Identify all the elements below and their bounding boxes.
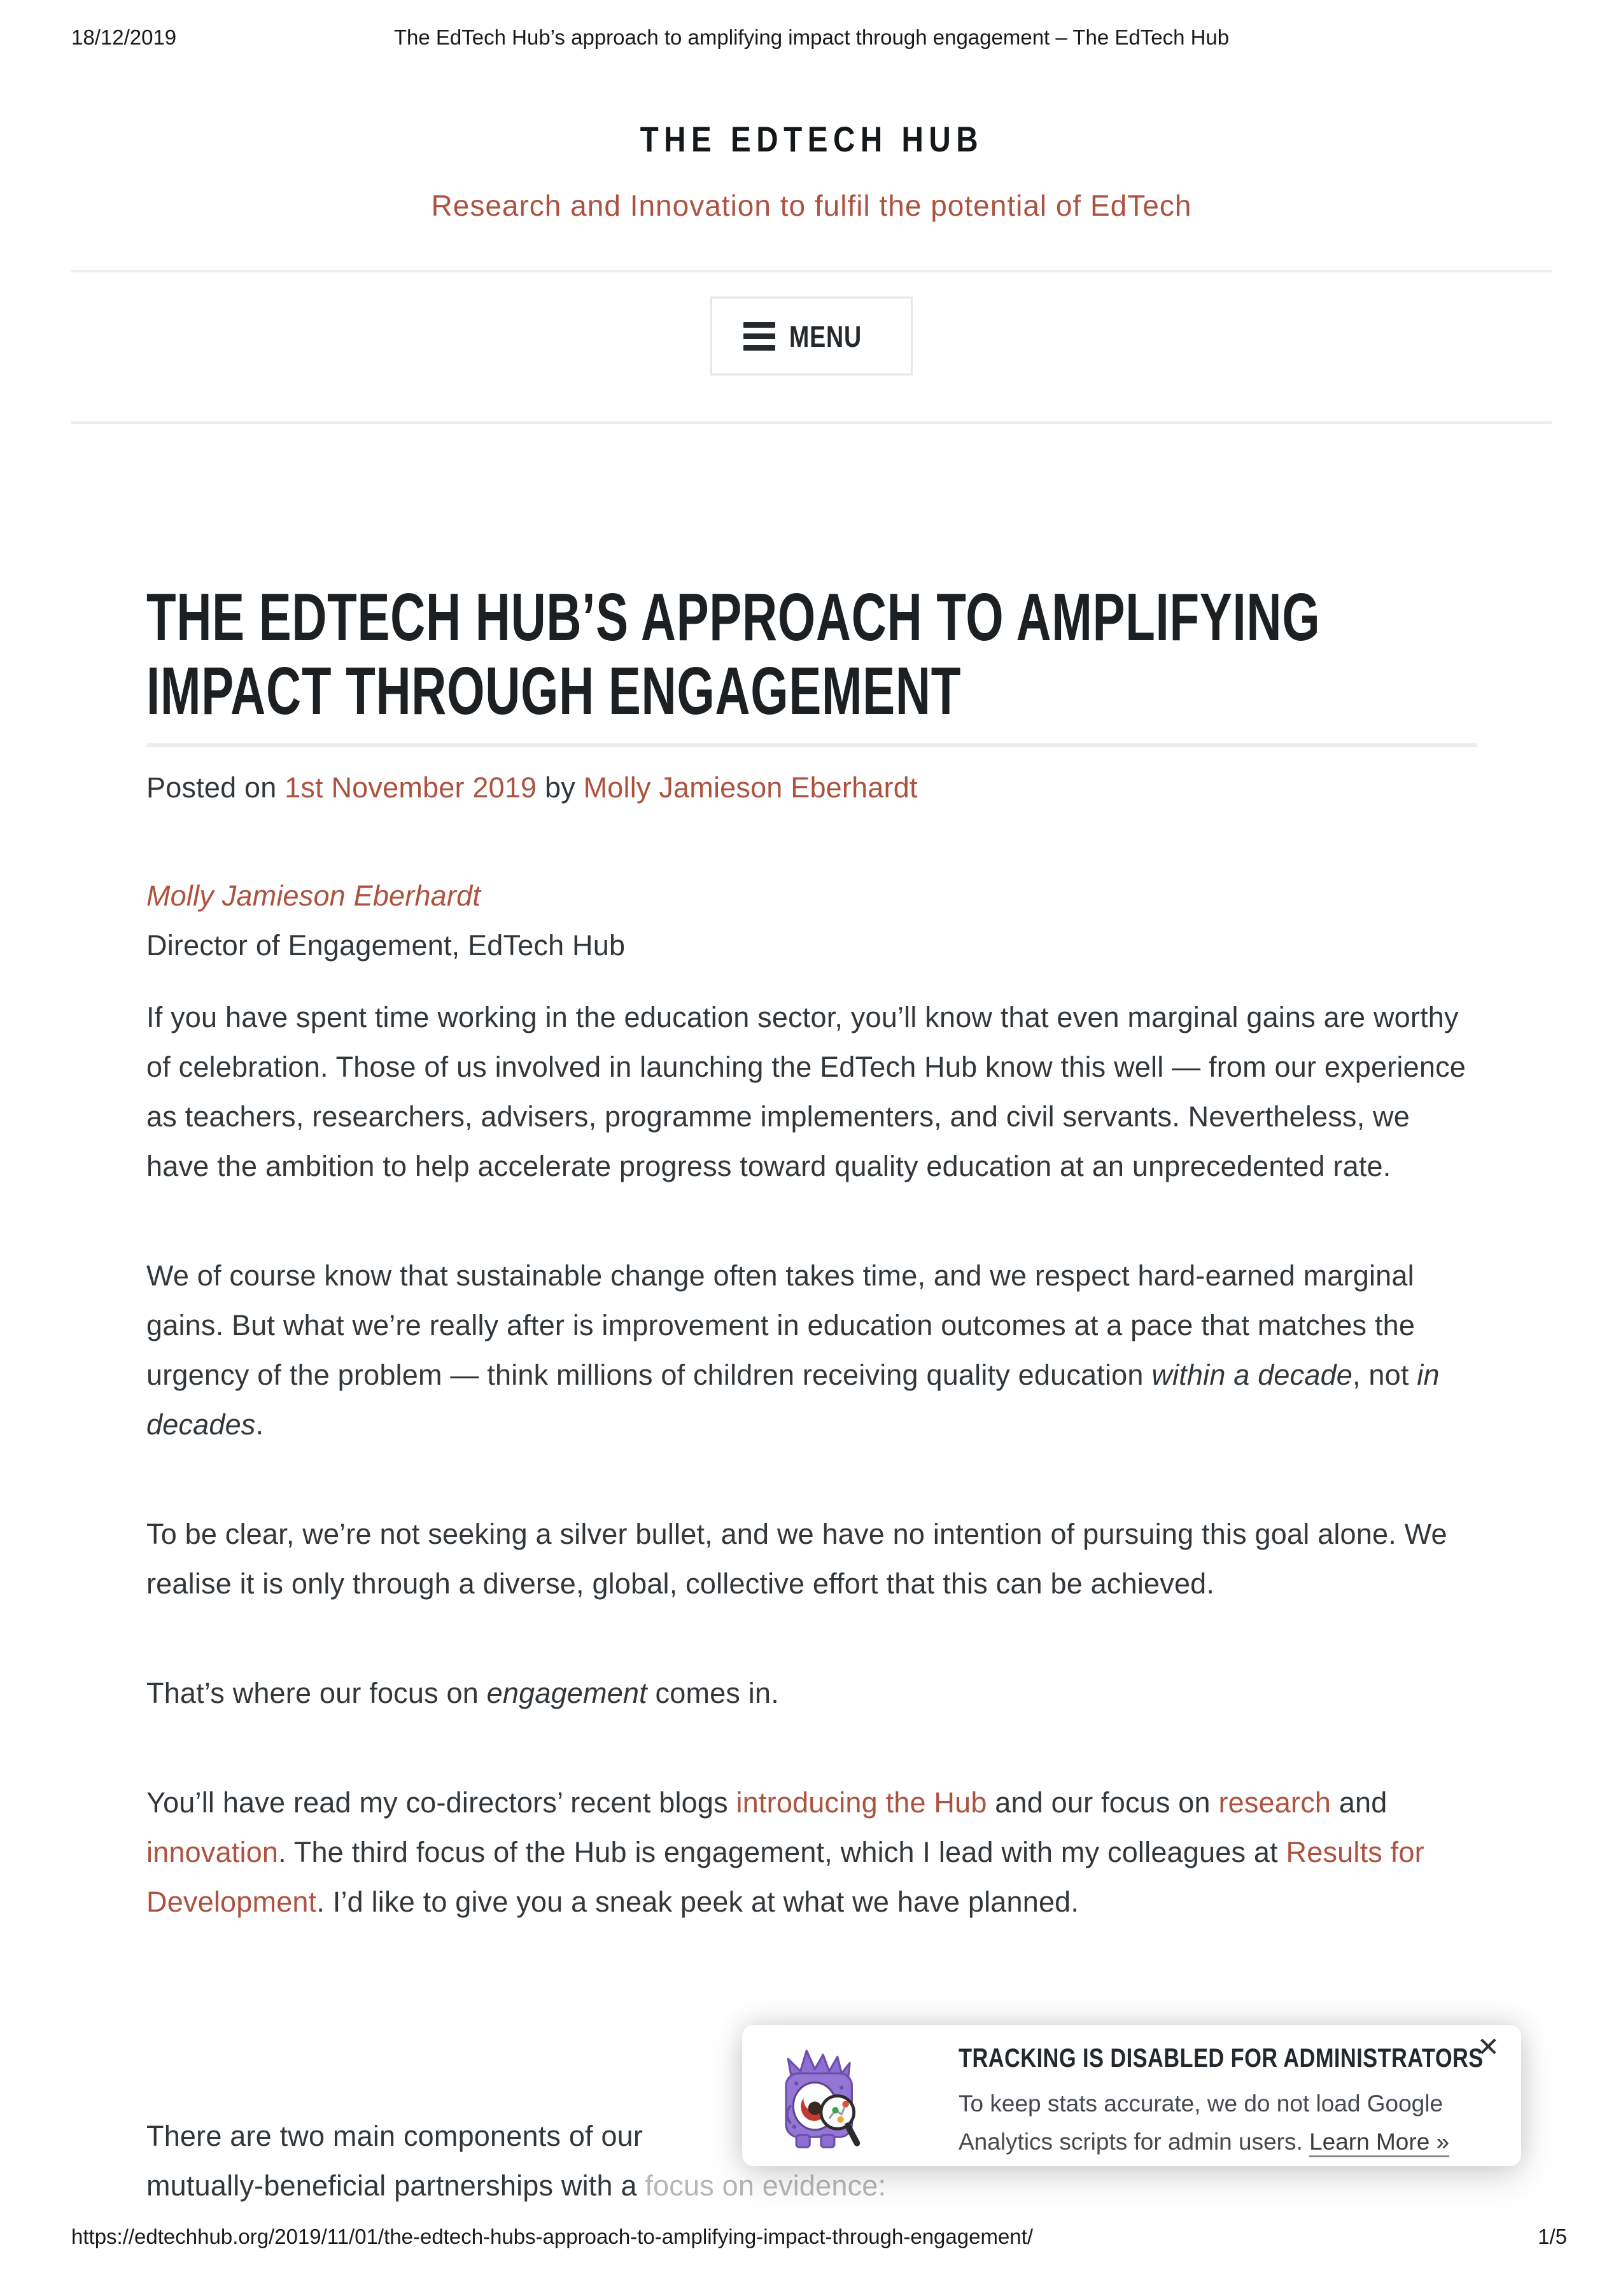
emphasised-text: in decades (146, 1359, 1440, 1441)
toast-learn-more-link[interactable]: Learn More » (1309, 2129, 1450, 2155)
author-role: Director of Engagement, EdTech Hub (146, 929, 626, 962)
paragraph-text: If you have spent time working in the education sector, you’ll know that even marginal gains are worthy of celebration. Those of us involved in launching the EdTech Hub know this well — from our experience as teachers, researchers, advisers, programme implementers, and civil servants. Nevertheless, we have the ambition to help accelerate progress toward quality education at an unprecedented rate. (146, 1001, 1466, 1182)
article-paragraph (146, 1669, 1477, 1718)
posted-meta (146, 771, 918, 804)
paragraph-text: You’ll have read my co-directors’ recent blogs (146, 1786, 736, 1819)
paragraph-text: comes in. (647, 1677, 779, 1709)
divider-below-menu (71, 421, 1552, 424)
print-footer-url: https://edtechhub.org/2019/11/01/the-edtech-hubs-approach-to-amplifying-impact-through-engagement/ (71, 2225, 1033, 2248)
paragraph-text: . (255, 1408, 264, 1441)
menu-button[interactable] (710, 297, 913, 375)
posted-author-link[interactable]: Molly Jamieson Eberhardt (583, 771, 918, 804)
inline-link[interactable]: introducing the Hub (736, 1786, 987, 1819)
article-title (146, 580, 1534, 728)
toast-body-text: To keep stats accurate, we do not load Google Analytics scripts for admin users. (959, 2090, 1444, 2155)
paragraph-text: . I’d like to give you a sneak peek at what we have planned. (316, 1886, 1079, 1918)
article-title-line2: IMPACT THROUGH ENGAGEMENT (146, 654, 962, 729)
paragraph-text: To be clear, we’re not seeking a silver bullet, and we have no intention of pursuing this goal alone. We realise it is only through a diverse, global, collective effort that this can be achieved. (146, 1518, 1447, 1600)
article-body (146, 993, 1477, 1987)
emphasised-text: engagement (486, 1677, 647, 1709)
article-title-line1: THE EDTECH HUB’S APPROACH TO AMPLIFYING (146, 580, 1321, 655)
article-paragraph (146, 1251, 1477, 1450)
site-tagline: Research and Innovation to fulfil the potential of EdTech (431, 189, 1192, 222)
inline-link[interactable]: innovation (146, 1836, 279, 1868)
article-paragraph (146, 1509, 1477, 1609)
inline-link[interactable]: research (1218, 1786, 1331, 1819)
site-title[interactable]: THE EDTECH HUB (640, 119, 983, 159)
print-header-date: 18/12/2019 (71, 25, 177, 49)
author-name[interactable]: Molly Jamieson Eberhardt (146, 879, 481, 912)
print-header-title: The EdTech Hub’s approach to amplifying impact through engagement – The EdTech Hub (393, 25, 1230, 49)
article-paragraph-partial-line1: There are two main components of our (146, 2120, 643, 2152)
article-paragraph (146, 993, 1477, 1191)
divider-top (71, 270, 1552, 272)
site-header (0, 118, 1623, 160)
article-paragraph-partial-line2 (146, 2161, 886, 2211)
toast-close-icon[interactable]: ✕ (1477, 2032, 1500, 2062)
paragraph-text: That’s where our focus on (146, 1677, 487, 1709)
posted-prefix: Posted on (146, 771, 285, 804)
article-title-divider (146, 743, 1477, 747)
posted-by: by (537, 771, 584, 804)
monsterinsights-monster-icon (769, 2047, 883, 2153)
emphasised-text: within a decade (1151, 1359, 1353, 1391)
toast-body (959, 2085, 1506, 2161)
posted-date-link[interactable]: 1st November 2019 (285, 771, 537, 804)
partial-line2-shadowed: focus on evidence: (645, 2169, 887, 2202)
article-paragraph (146, 1778, 1477, 1927)
toast-title: TRACKING IS DISABLED FOR ADMINISTRATORS (959, 2043, 1484, 2073)
partial-line2-visible: mutually-beneficial partnerships with a (146, 2169, 645, 2202)
paragraph-text: . The third focus of the Hub is engagement, which I lead with my colleagues at (278, 1836, 1286, 1868)
paragraph-text: , not (1352, 1359, 1417, 1391)
inline-link[interactable]: Results for Development (146, 1836, 1424, 1918)
paragraph-text: and (1331, 1786, 1388, 1819)
paragraph-text: We of course know that sustainable change often takes time, and we respect hard-earned marginal gains. But what we’re really after is improvement in education outcomes at a pace that matches the urgency of the problem — think millions of children receiving quality education (146, 1259, 1416, 1391)
tracking-notice-toast (742, 2025, 1521, 2166)
site-tagline-row (0, 188, 1623, 223)
print-footer-page-indicator: 1/5 (1538, 2225, 1567, 2248)
hamburger-icon (743, 322, 775, 351)
menu-button-label: MENU (789, 319, 862, 353)
paragraph-text: and our focus on (987, 1786, 1219, 1819)
